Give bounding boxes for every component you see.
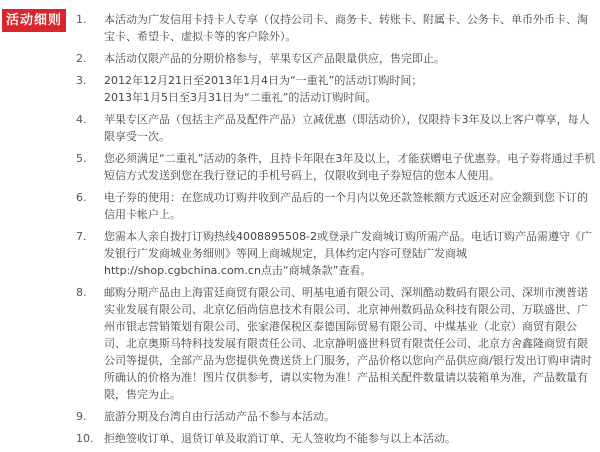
item-number: 4. <box>76 113 87 126</box>
list-item <box>76 189 596 223</box>
item-text: 您必须满足“二重礼”活动的条件，且持卡年限在3年及以上，才能获赠电子优惠券。电子券将通过手机短信方式发送到您在我行登记的手机号码上，仅限收到电子券短信的您本人使用。 <box>104 152 596 182</box>
item-text-line: 2012年12月21日至2013年1月4日为“一重礼”的活动订购时间； <box>104 74 423 87</box>
list-item <box>76 50 596 67</box>
item-number: 7. <box>76 230 87 243</box>
item-text: 本活动仅限产品的分期价格参与，苹果专区产品限量供应，售完即止。 <box>104 52 445 65</box>
item-text: 您需本人亲自拨打订购热线4008895508-2或登录广发商城订购所需产品。电话订购产品需遵守《广发银行广发商城业务细则》等网上商城规定，具体约定内容可登陆广发商城http://shop.cgbchina.com.cn点击“商城条款”查看。 <box>104 230 592 277</box>
item-number: 1. <box>76 13 87 26</box>
rules-list <box>76 11 596 452</box>
item-text: 电子券的使用：在您成功订购并收到产品后的一个月内以免还款签帐额方式返还对应金额到您下订的信用卡帐户上。 <box>104 191 588 221</box>
section-title-badge: 活动细则 <box>2 9 66 32</box>
item-text: 本活动为广发信用卡持卡人专享（仅持公司卡、商务卡、转账卡、附属卡、公务卡、单币外币卡、淘宝卡、希望卡、虚拟卡等的客户除外）。 <box>104 13 588 43</box>
item-number: 3. <box>76 74 87 87</box>
list-item <box>76 284 596 403</box>
list-item <box>76 111 596 145</box>
list-item <box>76 150 596 184</box>
item-number: 5. <box>76 152 87 165</box>
list-item <box>76 228 596 279</box>
item-text-line: 2013年1月5日至3月31日为“二重礼”的活动订购时间。 <box>104 91 377 104</box>
item-number: 10. <box>76 432 94 445</box>
list-item <box>76 430 596 447</box>
item-number: 8. <box>76 286 87 299</box>
item-text: 邮购分期产品由上海雷廷商贸有限公司、明基电通有限公司、深圳酷动数码有限公司、深圳市澳普诺实业发展有限公司、北京亿佰尚信息技术有限公司、北京神州数码品众科技有限公司、万联盛世、广州市银志营销策划有限公司、张家港保税区泰德国际贸易有限公司、中煤基业（北京）商贸有限公司、北京奥斯马特科技发展有限责任公司、北京静明盛世科贸有限责任公司、北京方舍鑫隆商贸有限公司等提供，全部产品为您提供免费送货上门服务，产品价格以您向产品供应商/银行发出订购申请时所确认的价格为准！图片仅供参考，请以实物为准！产品相关配件数量请以装箱单为准，产品数量有限，售完为止。 <box>104 286 592 401</box>
list-item <box>76 408 596 425</box>
item-text: 拒绝签收订单、退货订单及取消订单、无人签收均不能参与以上本活动。 <box>104 432 456 445</box>
item-number: 2. <box>76 52 87 65</box>
item-text: 旅游分期及台湾自由行活动产品不参与本活动。 <box>104 410 335 423</box>
item-number: 9. <box>76 410 87 423</box>
list-item <box>76 72 596 106</box>
item-text <box>104 72 596 106</box>
list-item <box>76 11 596 45</box>
item-number: 6. <box>76 191 87 204</box>
item-text: 苹果专区产品（包括主产品及配件产品）立减优惠（即活动价），仅限持卡3年及以上客户尊享，每人限享受一次。 <box>104 113 590 143</box>
